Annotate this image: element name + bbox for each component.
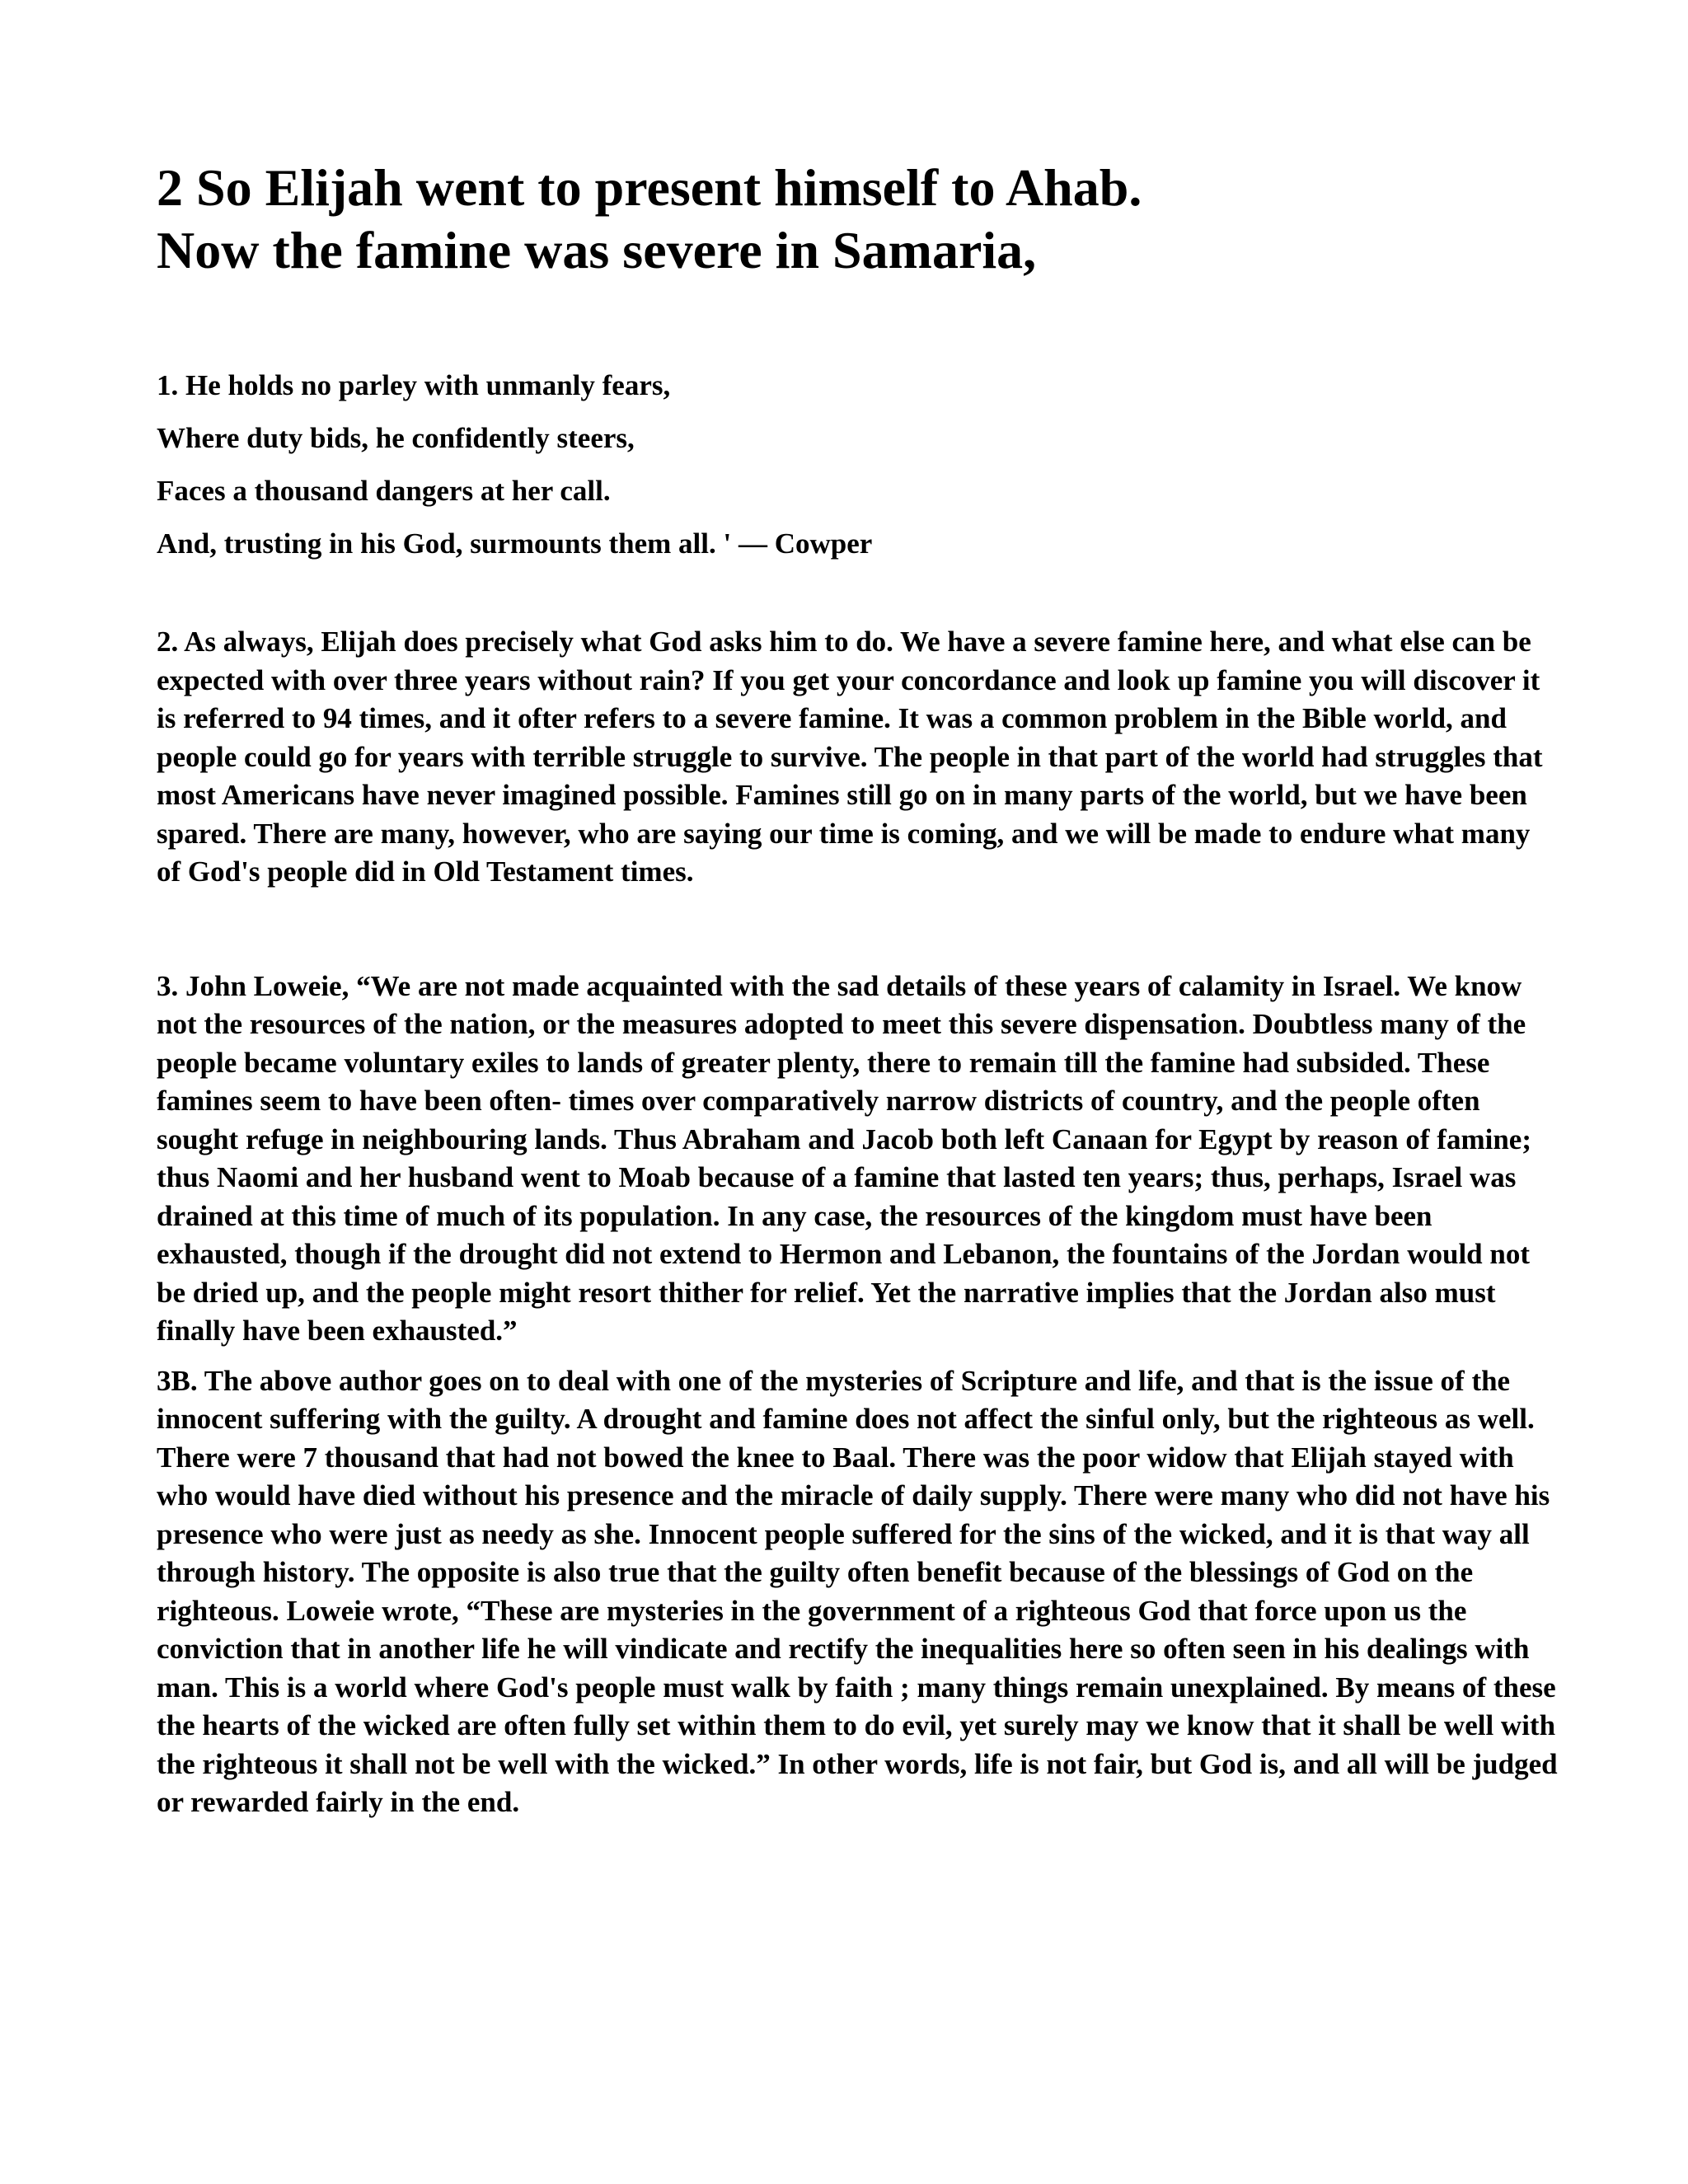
poem-line-1: 1. He holds no parley with unmanly fears, xyxy=(157,369,671,401)
title-line-2: Now the famine was severe in Samaria, xyxy=(157,221,1037,279)
page-title xyxy=(157,157,1558,282)
paragraph-2: 2. As always, Elijah does precisely what God asks him to do. We have a severe famine here, and what else can be expected with over three years without rain? If you get your concordance and look up famine you will discover it is referred to 94 times, and it ofter refers to a severe famine. It was a common problem in the Bible world, and people could go for years with terrible struggle to survive. The people in that part of the world had struggles that most Americans have never imagined possible. Famines still go on in many parts of the world, but we have been spared. There are many, however, who are saying our time is coming, and we will be made to endure what many of God's people did in Old Testament times. xyxy=(157,626,1543,888)
poem-line-2: Where duty bids, he confidently steers, xyxy=(157,422,635,454)
paragraph-3b: 3B. The above author goes on to deal with one of the mysteries of Scripture and life, and that is the issue of the innocent suffering with the guilty. A drought and famine does not affect the sinful only, but the righteous as well. There were 7 thousand that had not bowed the knee to Baal. There was the poor widow that Elijah stayed with who would have died without his presence and the miracle of daily supply. There were many who did not have his presence who were just as needy as she. Innocent people suffered for the sins of the wicked, and it is that way all through history. The opposite is also true that the guilty often benefit because of the blessings of God on the righteous. Loweie wrote, “These are mysteries in the government of a righteous God that force upon us the conviction that in another life he will vindicate and rectify the inequalities here so often seen in his dealings with man. This is a world where God's people must walk by faith ; many things remain unexplained. By means of these the hearts of the wicked are often fully set within them to do evil, yet surely may we know that it shall be well with the righteous it shall not be well with the wicked.” In other words, life is not fair, but God is, and all will be judged or rewarded fairly in the end. xyxy=(157,1364,1558,1818)
paragraph-3: 3. John Loweie, “We are not made acquainted with the sad details of these years of calamity in Israel. We know not the resources of the nation, or the measures adopted to meet this severe dispensation. Doubtless many of the people became voluntary exiles to lands of greater plenty, there to remain till the famine had subsided. These famines seem to have been often- times over comparatively narrow districts of country, and the people often sought refuge in neighbouring lands. Thus Abraham and Jacob both left Canaan for Egypt by reason of famine; thus Naomi and her husband went to Moab because of a famine that lasted ten years; thus, perhaps, Israel was drained at this time of much of its population. In any case, the resources of the kingdom must have been exhausted, though if the drought did not extend to Hermon and Lebanon, the fountains of the Jordan would not be dried up, and the people might resort thither for relief. Yet the narrative implies that the Jordan also must finally have been exhausted.” xyxy=(157,969,1531,1347)
poem-block xyxy=(157,368,1558,562)
poem-line-4: And, trusting in his God, surmounts them all. ' — Cowper xyxy=(157,527,873,560)
title-line-1: 2 So Elijah went to present himself to Ahab. xyxy=(157,158,1142,217)
poem-line-3: Faces a thousand dangers at her call. xyxy=(157,475,611,507)
document-page xyxy=(157,157,1558,1822)
